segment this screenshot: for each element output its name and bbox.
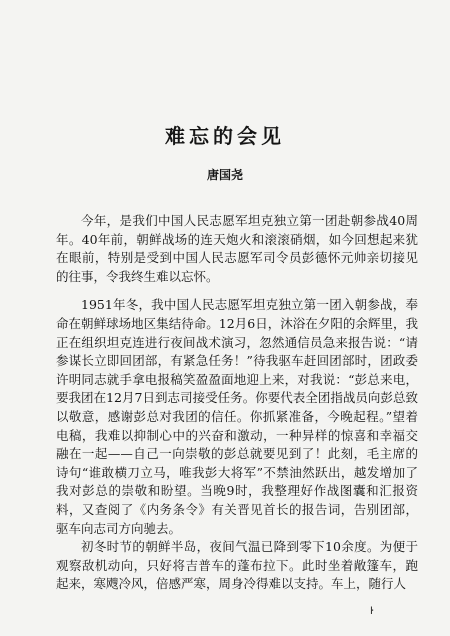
article-title: 难忘的会见 (165, 124, 285, 148)
article-body (56, 212, 418, 594)
paragraph-1: 今年，是我们中国人民志愿军坦克独立第一团赴朝参战40周年。40年前，朝鲜战场的连天炮火和滚滚硝烟，如今回想起来犹在眼前，特别是受到中国人民志愿军司令员彭德怀元帅亲切接见的往事，令我终生难以忘怀。 (56, 213, 418, 284)
paragraph-3: 初冬时节的朝鲜半岛，夜间气温已降到零下10余度。为便于观察敌机动向，只好将吉普车的蓬布拉下。此时坐着敞篷车，跑起来，寒飕冷风，倍感严寒，周身冷得难以支持。车上，随行人 (56, 539, 418, 592)
paragraph-2: 1951年冬，我中国人民志愿军坦克独立第一团入朝参战，奉命在朝鲜球场地区集结待命。12月6日，沐浴在夕阳的余辉里，我正在组织坦克连进行夜间战术演习，忽然通信员急来报告说：“请参谋长立即回团部，有紧急任务！”待我驱车赶回团部时，团政委许明同志就手拿电报稿笑盈盈面地迎上来，对我说：“彭总来电，要我团在12月7日到志司接受任务。你要代表全团指战员向彭总致以敬意，感谢彭总对我团的信任。你抓紧准备，今晚起程。”望着电稿，我难以抑制心中的兴奋和激动，一种异样的惊喜和幸福交融在一起——自己一向崇敬的彭总就要见到了！此刻，毛主席的诗句“谁敢横刀立马，唯我彭大将军”不禁油然跃出，越发增加了我对彭总的崇敬和盼望。当晚9时，我整理好作战图囊和汇报资料，又查阅了《内务条令》有关晋见首长的报告词，告别团部，驱车向志司方向驰去。 (56, 297, 418, 536)
page-mark: ŀ (370, 606, 374, 617)
author-name: 唐国尧 (206, 168, 243, 182)
